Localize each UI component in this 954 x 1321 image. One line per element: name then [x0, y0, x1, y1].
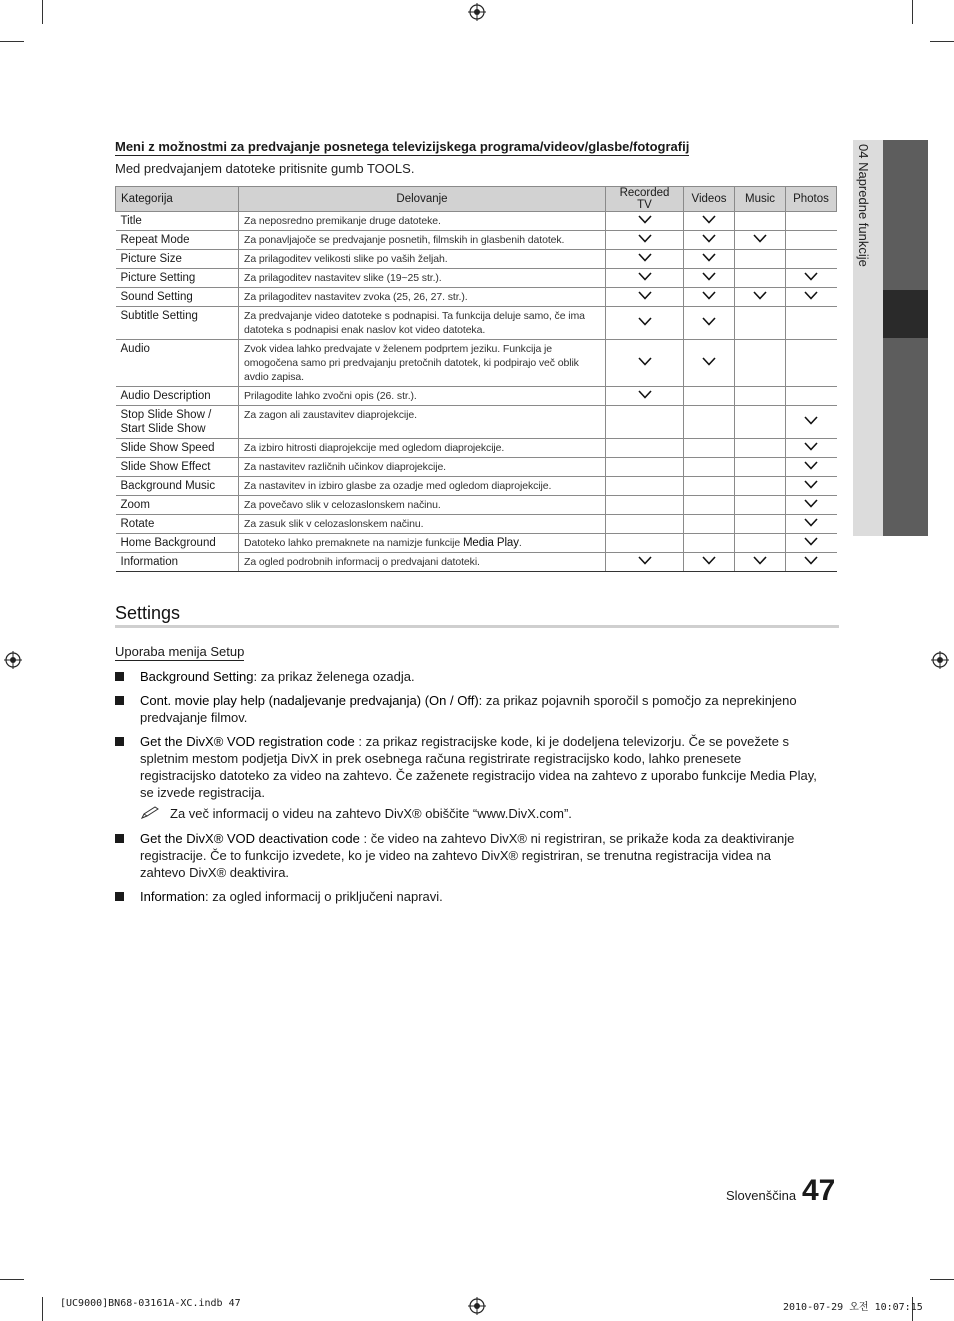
- description-cell: [239, 496, 606, 515]
- support-cell: [684, 515, 735, 534]
- support-cell: [735, 553, 786, 572]
- setting-text: : za prikaz želenega ozadja.: [253, 669, 415, 684]
- support-cell: [735, 212, 786, 231]
- intro-suffix: .: [410, 161, 415, 176]
- category-cell: Repeat Mode: [116, 231, 239, 250]
- support-cell: [735, 496, 786, 515]
- crop-mark: [42, 1297, 43, 1321]
- checkmark-icon: [638, 291, 652, 300]
- tools-button-label: TOOLS: [366, 161, 411, 176]
- description-tail: .: [518, 537, 522, 549]
- category-cell: Audio Description: [116, 387, 239, 406]
- support-cell: [684, 387, 735, 406]
- support-cell: [606, 307, 684, 340]
- support-cell: [606, 269, 684, 288]
- support-cell: [735, 515, 786, 534]
- table-row: [116, 250, 837, 269]
- table-row: [116, 515, 837, 534]
- description-text: Datoteko lahko premaknete na namizje funkcije: [244, 537, 463, 549]
- category-cell: Background Music: [116, 477, 239, 496]
- support-cell: [684, 477, 735, 496]
- category-cell: Audio: [116, 340, 239, 387]
- support-cell: [684, 534, 735, 553]
- table-row: [116, 288, 837, 307]
- support-cell: [684, 340, 735, 387]
- support-cell: [735, 534, 786, 553]
- support-cell: [735, 269, 786, 288]
- description-cell: [239, 212, 606, 231]
- description-cell: [239, 477, 606, 496]
- support-cell: [786, 534, 837, 553]
- table-row: [116, 212, 837, 231]
- support-cell: [606, 231, 684, 250]
- support-cell: [735, 307, 786, 340]
- support-cell: [786, 553, 837, 572]
- options-table: [115, 186, 837, 572]
- table-row: [116, 307, 837, 340]
- table-row: [116, 496, 837, 515]
- support-cell: [684, 496, 735, 515]
- table-row: [116, 269, 837, 288]
- category-cell: Slide Show Effect: [116, 458, 239, 477]
- note: [115, 805, 820, 822]
- crop-mark: [912, 0, 913, 24]
- category-cell: Slide Show Speed: [116, 439, 239, 458]
- support-cell: [735, 288, 786, 307]
- setting-term: Background Setting: [140, 669, 254, 684]
- support-cell: [606, 387, 684, 406]
- description-cell: [239, 307, 606, 340]
- description-cell: [239, 406, 606, 439]
- support-cell: [606, 406, 684, 439]
- support-cell: [684, 231, 735, 250]
- checkmark-icon: [702, 253, 716, 262]
- checkmark-icon: [638, 357, 652, 366]
- table-header-row: [116, 187, 837, 212]
- description-text: Za prilagoditev nastavitev zvoka (25, 26, 27. str.).: [244, 291, 468, 303]
- side-tab-chapter-marker: [883, 290, 928, 338]
- list-item: [115, 888, 820, 905]
- category-cell: Picture Size: [116, 250, 239, 269]
- support-cell: [786, 515, 837, 534]
- checkmark-icon: [702, 291, 716, 300]
- checkmark-icon: [804, 518, 818, 527]
- description-text: Za povečavo slik v celozaslonskem načinu.: [244, 499, 441, 511]
- support-cell: [735, 340, 786, 387]
- registration-mark-icon: [468, 1297, 486, 1315]
- checkmark-icon: [638, 272, 652, 281]
- table-row: [116, 387, 837, 406]
- support-cell: [684, 458, 735, 477]
- description-text: Za nastavitev in izbiro glasbe za ozadje med ogledom diaprojekcije.: [244, 480, 552, 492]
- support-cell: [786, 250, 837, 269]
- page-number: 47: [802, 1174, 836, 1207]
- support-cell: [684, 406, 735, 439]
- checkmark-icon: [638, 215, 652, 224]
- support-cell: [735, 406, 786, 439]
- description-cell: [239, 340, 606, 387]
- support-cell: [684, 269, 735, 288]
- checkmark-icon: [804, 537, 818, 546]
- support-cell: [786, 212, 837, 231]
- description-text: Prilagodite lahko zvočni opis (26. str.).: [244, 390, 417, 402]
- checkmark-icon: [702, 317, 716, 326]
- crop-mark: [0, 41, 24, 42]
- crop-mark: [930, 41, 954, 42]
- support-cell: [786, 387, 837, 406]
- bullet-square-icon: [115, 892, 124, 901]
- description-text: Za zasuk slik v celozaslonskem načinu.: [244, 518, 424, 530]
- description-cell: [239, 553, 606, 572]
- category-cell: Information: [116, 553, 239, 572]
- footer-language: Slovenščina: [726, 1188, 797, 1203]
- support-cell: [786, 307, 837, 340]
- category-cell: Sound Setting: [116, 288, 239, 307]
- section-title: Settings: [115, 603, 181, 623]
- checkmark-icon: [638, 317, 652, 326]
- support-cell: [735, 458, 786, 477]
- column-header: Music: [735, 187, 786, 212]
- list-item: [115, 830, 820, 881]
- support-cell: [786, 231, 837, 250]
- checkmark-icon: [804, 499, 818, 508]
- support-cell: [606, 458, 684, 477]
- description-cell: [239, 515, 606, 534]
- support-cell: [684, 212, 735, 231]
- category-cell: Home Background: [116, 534, 239, 553]
- support-cell: [786, 439, 837, 458]
- checkmark-icon: [804, 461, 818, 470]
- setup-subheading: Uporaba menija Setup: [115, 644, 245, 659]
- table-row: [116, 553, 837, 572]
- checkmark-icon: [804, 480, 818, 489]
- description-cell: [239, 250, 606, 269]
- checkmark-icon: [702, 234, 716, 243]
- setting-text: : če video na zahtevo DivX® ni registriran, se prikaže koda za deaktiviranje registracije. Če to funkcijo izvedete, ko je video na zahtevo DivX® registriran, se trenutna registracija videa na zahtevo DivX® deaktivira.: [140, 831, 795, 880]
- support-cell: [606, 496, 684, 515]
- checkmark-icon: [638, 556, 652, 565]
- crop-mark: [42, 0, 43, 24]
- description-text: Za nastavitev različnih učinkov diaprojekcije.: [244, 461, 446, 473]
- category-cell: Title: [116, 212, 239, 231]
- support-cell: [684, 250, 735, 269]
- support-cell: [606, 534, 684, 553]
- checkmark-icon: [638, 390, 652, 399]
- table-intro: [115, 161, 414, 176]
- checkmark-icon: [702, 215, 716, 224]
- setting-text: : za prikaz registracijske kode, ki je dodeljena televizorju. Če se povežete s spletnim mestom podjetja DivX in prek osebnega računa registrirate registracijsko kodo, lahko prenesete registracijsko datoteko za video na zahtevo. Če zaženete registracijo videa na zahtevo z uporabo funkcije Media Play, se izvede registracija.: [140, 734, 817, 800]
- support-cell: [786, 477, 837, 496]
- category-cell: Subtitle Setting: [116, 307, 239, 340]
- support-cell: [684, 288, 735, 307]
- chapter-side-tab: [853, 140, 928, 536]
- support-cell: [735, 231, 786, 250]
- description-text: Za zagon ali zaustavitev diaprojekcije.: [244, 409, 417, 421]
- description-text: Zvok videa lahko predvajate v želenem podprtem jeziku. Funkcija je omogočena samo pri predvajanju pretočnih datotek, ki podpirajo več oblik avdio zapisa.: [244, 343, 579, 383]
- column-header: Recorded TV: [606, 187, 684, 212]
- support-cell: [684, 307, 735, 340]
- checkmark-icon: [753, 234, 767, 243]
- description-cell: [239, 387, 606, 406]
- description-cell: [239, 439, 606, 458]
- category-cell: Zoom: [116, 496, 239, 515]
- table-row: [116, 534, 837, 553]
- description-text: Za prilagoditev nastavitev slike (19~25 str.).: [244, 272, 442, 284]
- support-cell: [735, 477, 786, 496]
- list-item: [115, 733, 820, 801]
- support-cell: [786, 406, 837, 439]
- setting-term: Information: [140, 889, 206, 904]
- support-cell: [606, 439, 684, 458]
- table-heading: Meni z možnostmi za predvajanje posnetega televizijskega programa/videov/glasbe/fotografij: [115, 139, 690, 154]
- table-row: [116, 477, 837, 496]
- setting-text: : za ogled informacij o priključeni napravi.: [205, 889, 443, 904]
- support-cell: [786, 458, 837, 477]
- bullet-square-icon: [115, 737, 124, 746]
- checkmark-icon: [804, 556, 818, 565]
- setting-text: : za prikaz pojavnih sporočil s pomočjo za neprekinjeno predvajanje filmov.: [140, 693, 797, 725]
- description-text: Za neposredno premikanje druge datoteke.: [244, 215, 441, 227]
- support-cell: [786, 288, 837, 307]
- table-row: [116, 340, 837, 387]
- checkmark-icon: [804, 442, 818, 451]
- description-cell: [239, 269, 606, 288]
- list-item: [115, 692, 820, 726]
- setting-term: Cont. movie play help (nadaljevanje predvajanja) (On / Off): [140, 693, 479, 708]
- description-cell: [239, 288, 606, 307]
- print-slug-file: [UC9000]BN68-03161A-XC.indb 47: [60, 1298, 241, 1309]
- setting-term: Get the DivX® VOD deactivation code: [140, 831, 360, 846]
- category-cell: Stop Slide Show / Start Slide Show: [116, 406, 239, 439]
- table-body: [116, 212, 837, 572]
- description-text: Za predvajanje video datoteke s podnapisi. Ta funkcija deluje samo, če ima datoteka s podnapisi enak naslov kot video datoteka.: [244, 310, 585, 336]
- intro-prefix: Med predvajanjem datoteke pritisnite gumb: [115, 161, 367, 176]
- description-cell: [239, 534, 606, 553]
- checkmark-icon: [804, 291, 818, 300]
- print-slug-date: 2010-07-29 오전 10:07:15: [783, 1302, 923, 1313]
- column-header: Delovanje: [239, 187, 606, 212]
- description-cell: [239, 231, 606, 250]
- pencil-note-icon: [140, 806, 160, 820]
- checkmark-icon: [702, 272, 716, 281]
- checkmark-icon: [638, 253, 652, 262]
- support-cell: [606, 515, 684, 534]
- support-cell: [606, 340, 684, 387]
- checkmark-icon: [702, 556, 716, 565]
- checkmark-icon: [753, 556, 767, 565]
- table-row: [116, 458, 837, 477]
- table-row: [116, 406, 837, 439]
- registration-mark-icon: [4, 651, 22, 669]
- settings-list: [115, 668, 820, 912]
- registration-mark-icon: [468, 3, 486, 21]
- support-cell: [606, 553, 684, 572]
- crop-mark: [930, 1279, 954, 1280]
- list-item: [115, 668, 820, 685]
- table-row: [116, 439, 837, 458]
- description-emphasis: Media Play: [462, 537, 519, 549]
- description-text: Za izbiro hitrosti diaprojekcije med ogledom diaprojekcije.: [244, 442, 505, 454]
- registration-mark-icon: [931, 651, 949, 669]
- support-cell: [735, 250, 786, 269]
- description-text: Za ogled podrobnih informacij o predvajani datoteki.: [244, 556, 480, 568]
- support-cell: [606, 477, 684, 496]
- setting-term: Get the DivX® VOD registration code: [140, 734, 355, 749]
- checkmark-icon: [702, 357, 716, 366]
- checkmark-icon: [804, 272, 818, 281]
- support-cell: [786, 496, 837, 515]
- support-cell: [606, 212, 684, 231]
- column-header: Videos: [684, 187, 735, 212]
- crop-mark: [0, 1279, 24, 1280]
- description-cell: [239, 458, 606, 477]
- support-cell: [606, 250, 684, 269]
- bullet-square-icon: [115, 834, 124, 843]
- section-rule: [115, 625, 839, 628]
- chapter-label: 04 Napredne funkcije: [856, 144, 871, 267]
- support-cell: [606, 288, 684, 307]
- column-header: Kategorija: [116, 187, 239, 212]
- column-header: Photos: [786, 187, 837, 212]
- checkmark-icon: [753, 291, 767, 300]
- bullet-square-icon: [115, 672, 124, 681]
- category-cell: Picture Setting: [116, 269, 239, 288]
- note-text: Za več informacij o videu na zahtevo DivX® obiščite “www.DivX.com”.: [170, 806, 572, 821]
- support-cell: [684, 439, 735, 458]
- category-cell: Rotate: [116, 515, 239, 534]
- table-row: [116, 231, 837, 250]
- description-text: Za prilagoditev velikosti slike po vaših željah.: [244, 253, 448, 265]
- bullet-square-icon: [115, 696, 124, 705]
- description-text: Za ponavljajoče se predvajanje posnetih, filmskih in glasbenih datotek.: [244, 234, 565, 246]
- support-cell: [684, 553, 735, 572]
- checkmark-icon: [804, 416, 818, 425]
- support-cell: [735, 387, 786, 406]
- support-cell: [735, 439, 786, 458]
- checkmark-icon: [638, 234, 652, 243]
- support-cell: [786, 340, 837, 387]
- support-cell: [786, 269, 837, 288]
- side-tab-dark-strip: [883, 140, 928, 536]
